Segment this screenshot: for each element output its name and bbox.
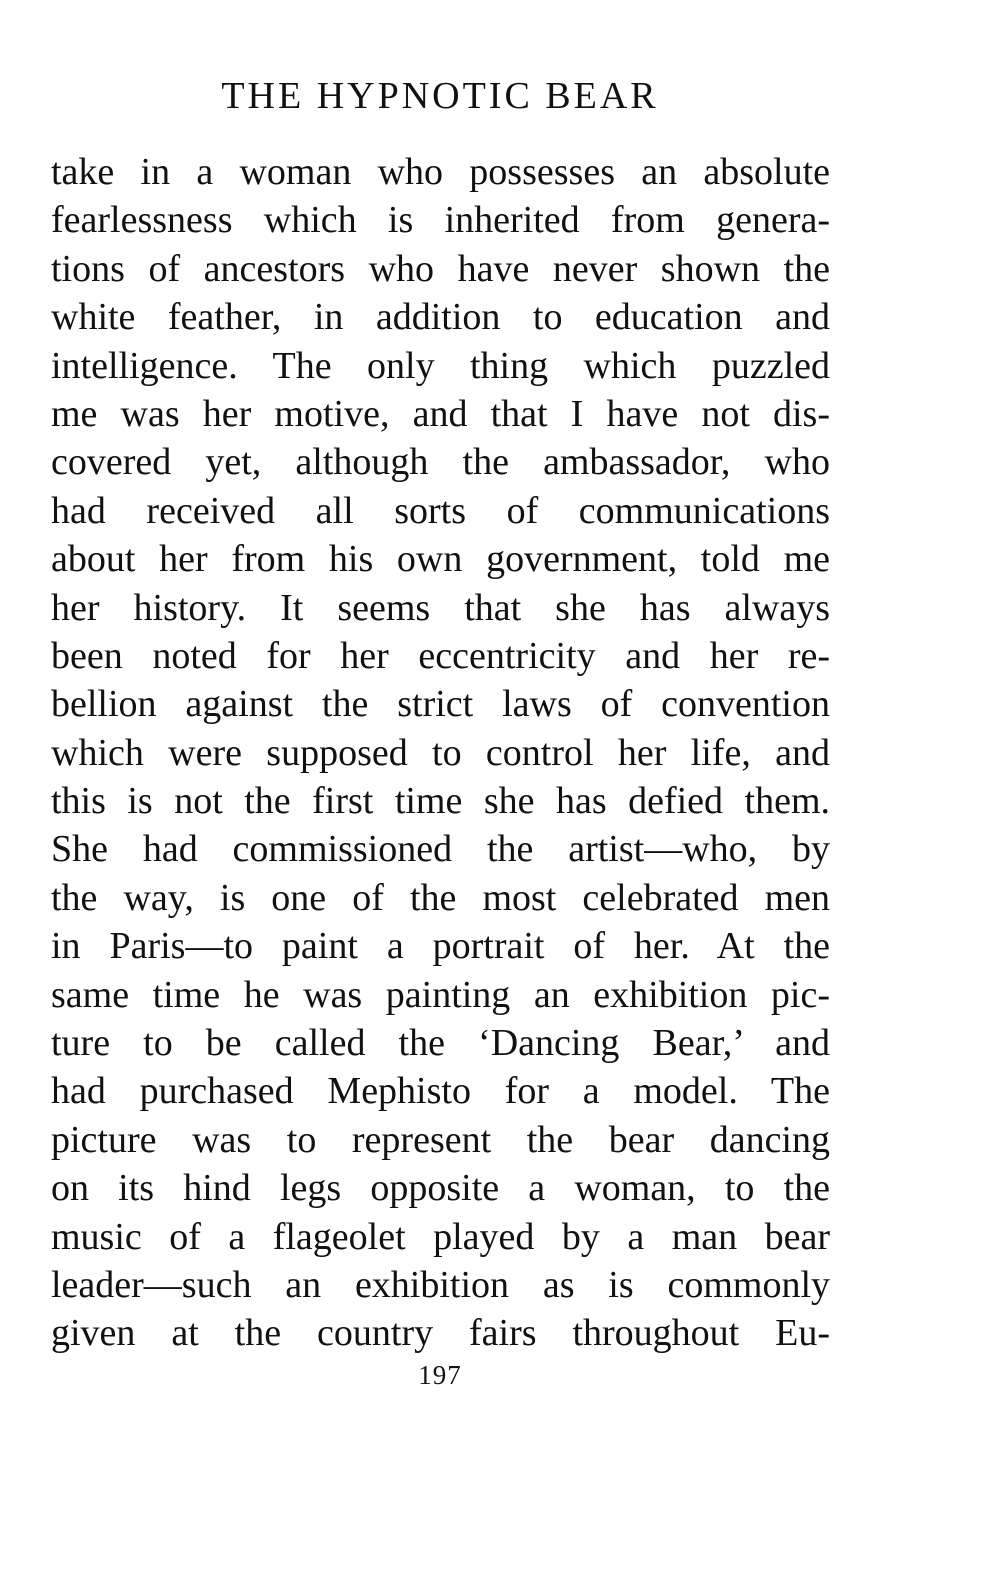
text-line: covered yet, although the ambassador, who [51, 441, 830, 484]
page-number: 197 [418, 1360, 462, 1390]
text-line: had purchased Mephisto for a model. The [51, 1070, 830, 1113]
body-text [51, 148, 830, 1358]
text-line: picture was to represent the bear dancing [51, 1118, 830, 1161]
text-line: fearlessness which is inherited from genera- [51, 199, 830, 242]
text-line: same time he was painting an exhibition pic- [51, 973, 830, 1016]
text-line: tions of ancestors who have never shown the [51, 247, 830, 290]
text-line: her history. It seems that she has always [51, 586, 830, 629]
text-line: leader—such an exhibition as is commonly [51, 1263, 830, 1306]
text-line: about her from his own government, told me [51, 538, 830, 581]
text-line: music of a flageolet played by a man bear [51, 1215, 830, 1258]
text-line: bellion against the strict laws of convention [51, 683, 830, 726]
text-line: white feather, in addition to education and [51, 296, 830, 339]
text-line: in Paris—to paint a portrait of her. At the [51, 925, 830, 968]
text-line: intelligence. The only thing which puzzled [51, 344, 830, 387]
text-line: on its hind legs opposite a woman, to the [51, 1167, 830, 1210]
text-line: been noted for her eccentricity and her re- [51, 634, 830, 677]
text-line: had received all sorts of communications [51, 489, 830, 532]
text-line: this is not the first time she has defied them. [51, 780, 830, 823]
text-line: She had commissioned the artist—who, by [51, 828, 830, 871]
text-line: given at the country fairs throughout Eu- [51, 1312, 830, 1355]
text-line: which were supposed to control her life, and [51, 731, 830, 774]
text-line: me was her motive, and that I have not dis- [51, 392, 830, 435]
text-line: take in a woman who possesses an absolute [51, 151, 830, 193]
text-line: ture to be called the ‘Dancing Bear,’ and [51, 1022, 830, 1065]
text-line: the way, is one of the most celebrated men [51, 876, 830, 919]
running-head: THE HYPNOTIC BEAR [221, 75, 659, 117]
